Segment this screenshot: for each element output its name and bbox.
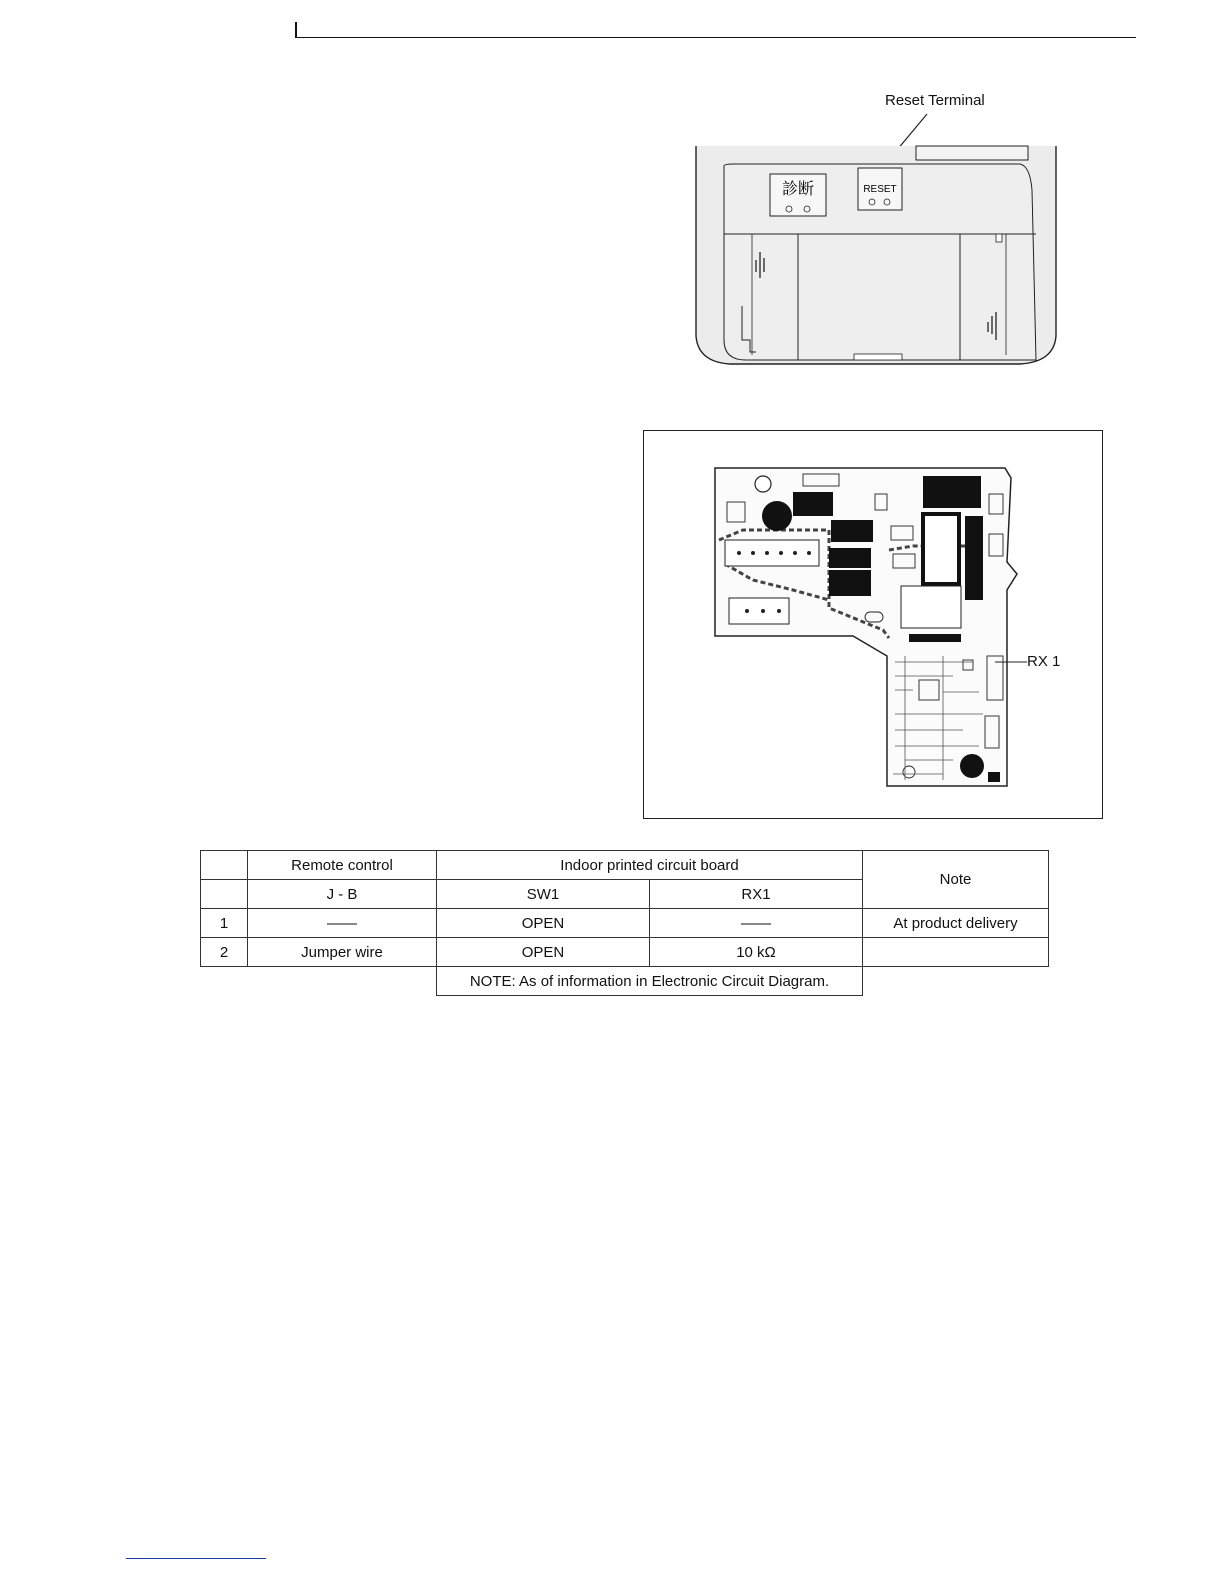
header-blank-cell: [201, 851, 248, 880]
header-remote-control: Remote control: [248, 851, 437, 880]
row-number: 1: [201, 909, 248, 938]
header-note: Note: [863, 851, 1049, 909]
row-jb: Jumper wire: [248, 938, 437, 967]
table-row: [201, 909, 1049, 938]
footnote-blank-left: [201, 967, 248, 996]
row-jb: ——: [248, 909, 437, 938]
footnote-blank-left2: [248, 967, 437, 996]
header-indoor-pcb: Indoor printed circuit board: [437, 851, 863, 880]
row-note: At product delivery: [863, 909, 1049, 938]
row-sw1: OPEN: [437, 909, 650, 938]
table-row: [201, 938, 1049, 967]
indoor-pcb-drawing: [643, 430, 1103, 819]
footnote-blank-right: [863, 967, 1049, 996]
reset-button-label: RESET: [863, 184, 897, 195]
subheader-jb: J - B: [248, 880, 437, 909]
row-number: 2: [201, 938, 248, 967]
subheader-sw1: SW1: [437, 880, 650, 909]
row-rx1: 10 kΩ: [650, 938, 863, 967]
table-header-row: [201, 851, 1049, 880]
reset-terminal-figure: [690, 110, 1062, 372]
rx1-label: RX 1: [1027, 653, 1061, 670]
table-footnote-row: [201, 967, 1049, 996]
header-tick: [295, 22, 297, 38]
table-footnote: NOTE: As of information in Electronic Circuit Diagram.: [437, 967, 863, 996]
diag-label: 診断: [781, 179, 815, 198]
row-sw1: OPEN: [437, 938, 650, 967]
reset-terminal-label: Reset Terminal: [885, 92, 985, 109]
footer-link-line: [126, 1558, 266, 1559]
remote-setting-table: [200, 850, 1049, 996]
subheader-blank-cell: [201, 880, 248, 909]
header-rule: [296, 37, 1136, 38]
row-note: [863, 938, 1049, 967]
row-rx1: ——: [650, 909, 863, 938]
subheader-rx1: RX1: [650, 880, 863, 909]
